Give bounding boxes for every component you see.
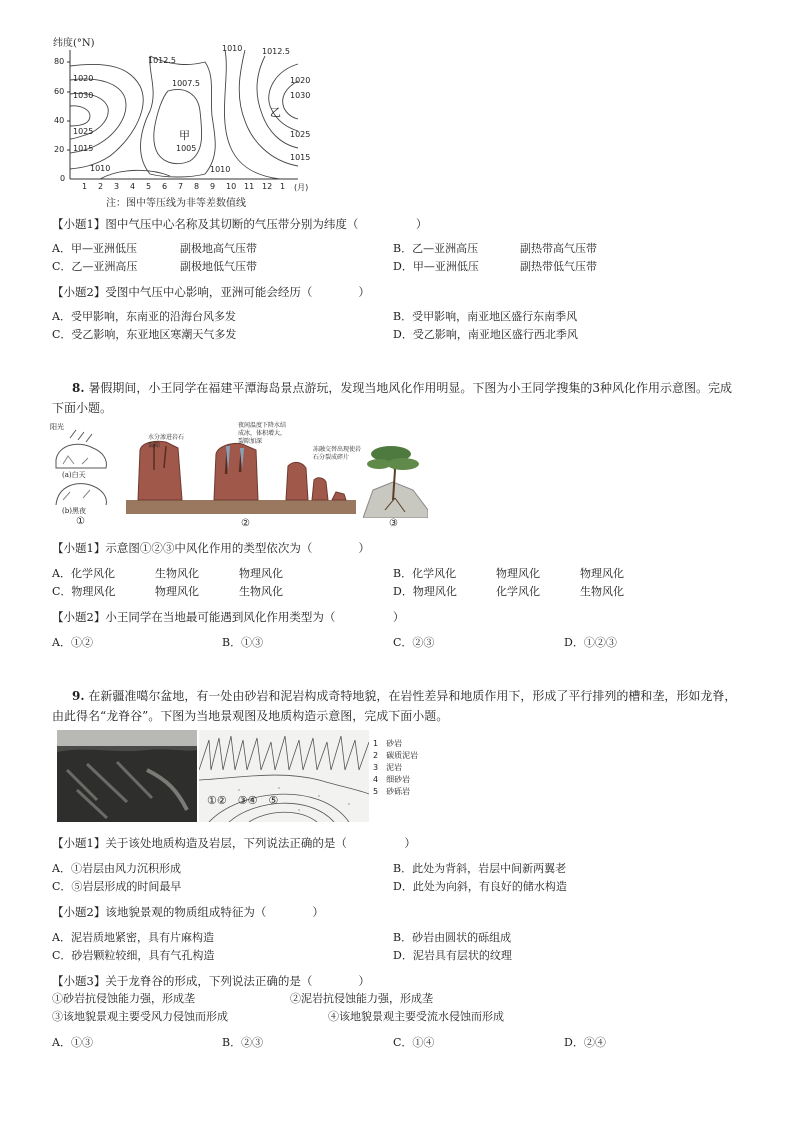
q9-sub3: 【小题3】关于龙脊谷的形成，下列说法正确的是（ ） [52,974,370,988]
water-label-1: 水分渗进岩石裂隙 [148,434,185,449]
q9-number: 9. [72,689,85,703]
q7-sub2-opt-d: D．受乙影响，南亚地区盛行西北季风 [393,328,578,341]
q9-sub2: 【小题2】该地貌景观的物质组成特征为（ ） [52,905,324,919]
q8-sub1-opt-b: B．化学风化 [393,567,457,580]
q7-sub1-opt-c-tail: 副极地低气压带 [180,260,257,273]
y-tick: 40 [54,116,65,125]
x-tick: 10 [226,182,237,191]
q8-number: 8. [72,381,85,395]
q9-sub1-opt-d: D．此处为向斜，有良好的储水构造 [393,880,567,893]
rock-legend [373,738,418,798]
q7-sub1-opt-a: A．甲—亚洲低压 [52,242,137,255]
isobar-label: 1020 [290,76,311,85]
q8-sub1-opt-a: A．化学风化 [52,567,115,580]
q8-sub1-opt-a-2: 生物风化 [155,567,199,580]
biological-weathering-diagram [363,440,428,518]
isobar-label: 1030 [290,91,311,100]
q7-sub1-opt-d-tail: 副热带低气压带 [520,260,597,273]
layer-numbers: ①② ③④ ⑤ [207,794,279,807]
x-tick: 5 [146,182,152,191]
night-label: (b)黑夜 [62,507,86,515]
q9-sub2-opt-a: A．泥岩质地紧密，具有片麻构造 [52,931,214,944]
q8-sub1-opt-d: D．物理风化 [393,585,457,598]
q9-statement-3: ③该地貌景观主要受风力侵蚀而形成 [52,1010,228,1023]
legend-item: 5 砂砾岩 [373,787,411,796]
isobar-label: 1020 [73,74,94,83]
q8-sub2-opt-c: C．②③ [393,636,435,649]
q8-sub1-opt-d-2: 化学风化 [496,585,540,598]
q9-sub3-opt-d: D．②④ [564,1036,606,1049]
chart-note: 注：图中等压线为非等差数值线 [106,198,246,209]
q7-sub1: 【小题1】图中气压中心名称及其切断的气压带分别为纬度（ ） [52,217,428,231]
q8-sub2: 【小题2】小王同学在当地最可能遇到风化作用类型为（ ） [52,610,405,624]
legend-item: 1 砂岩 [373,739,403,748]
isobar-label: 1015 [73,144,94,153]
isobar-label: 1015 [290,153,311,162]
y-tick: 0 [60,174,66,183]
q9-statement-4: ④该地貌景观主要受流水侵蚀而形成 [328,1010,504,1023]
legend-item: 3 泥岩 [373,763,403,772]
x-tick: 1 [280,182,286,191]
q8-sub1-opt-b-3: 物理风化 [580,567,624,580]
y-tick: 60 [54,87,65,96]
q9-statement-2: ②泥岩抗侵蚀能力强，形成垄 [290,992,433,1005]
q9-sub1: 【小题1】关于该处地质构造及岩层，下列说法正确的是（ ） [52,836,416,850]
geologic-structure-diagram [199,730,369,822]
y-tick: 80 [54,57,65,66]
q7-sub1-opt-a-tail: 副极地高气压带 [180,242,257,255]
thermal-weathering-diagram [48,420,118,515]
x-tick: 7 [178,182,184,191]
center-yi: 乙 [270,106,281,119]
x-tick: 4 [130,182,136,191]
q9-stem-text: 在新疆准噶尔盆地，有一处由砂岩和泥岩构成奇特地貌，在岩性差异和地质作用下，形成了平行排列的槽和垄，形如龙脊，由此得名“龙脊谷”。下图为当地景观图及地质构造示意图，完成下面小题。 [52,689,737,723]
panel-number-2: ② [241,518,250,529]
x-tick: 6 [162,182,168,191]
x-tick: 12 [262,182,273,191]
landscape-photo [57,730,197,822]
q7-sub1-opt-b-tail: 副热带高气压带 [520,242,597,255]
water-label-3: 冻融交替出现使岩石分裂成碎片 [313,446,362,461]
x-tick: 3 [114,182,120,191]
q7-sub2-opt-b: B．受甲影响，南亚地区盛行东南季风 [393,310,578,323]
q7-sub1-opt-c: C．乙—亚洲高压 [52,260,138,273]
sun-label: 阳光 [50,423,64,431]
q8-sub1-opt-a-3: 物理风化 [239,567,283,580]
isobar-label: 1025 [290,130,311,139]
isobar-label: 1010 [222,44,243,53]
weathering-figure [48,420,428,532]
q7-sub2-opt-c: C．受乙影响，东亚地区寒潮天气多发 [52,328,237,341]
isobar-lines [40,36,340,206]
legend-item: 4 细砂岩 [373,775,411,784]
q9-sub2-opt-d: D．泥岩具有层状的纹理 [393,949,512,962]
q8-sub1-opt-b-2: 物理风化 [496,567,540,580]
q9-sub3-opt-a: A．①③ [52,1036,93,1049]
q8-sub1-opt-d-3: 生物风化 [580,585,624,598]
q9-sub1-opt-a: A．①岩层由风力沉积形成 [52,862,181,875]
y-axis-label: 纬度(°N) [53,38,95,49]
q8-sub1-opt-c-2: 物理风化 [155,585,199,598]
isobar-label: 1005 [176,144,197,153]
q8-stem-text: 暑假期间，小王同学在福建平潭海岛景点游玩，发现当地风化作用明显。下图为小王同学搜集的3种风化作用示意图。完成下面小题。 [52,381,732,415]
isobar-label: 1007.5 [172,79,200,88]
isobar-label: 1012.5 [262,47,290,56]
x-tick: 11 [244,182,255,191]
isobar-chart [40,36,340,216]
panel-number-1: ① [76,516,85,527]
x-tick: 9 [210,182,216,191]
x-tick: 2 [98,182,104,191]
x-tick: 1 [82,182,88,191]
center-jia: 甲 [179,129,190,142]
x-tick: 8 [194,182,200,191]
q9-statement-1: ①砂岩抗侵蚀能力强，形成垄 [52,992,195,1005]
x-tick: (月) [294,183,309,192]
q7-sub1-opt-d: D．甲—亚洲低压 [393,260,479,273]
q9-sub1-opt-b: B．此处为背斜，岩层中间新两翼老 [393,862,567,875]
q8-sub1: 【小题1】示意图①②③中风化作用的类型依次为（ ） [52,541,370,555]
q8-sub1-opt-c: C．物理风化 [52,585,116,598]
water-label-2: 夜间温度下降水结成冰，体积增大，裂隙加深 [238,422,287,445]
q9-stem [52,686,742,726]
q9-sub2-opt-c: C．砂岩颗粒较细，具有气孔构造 [52,949,215,962]
isobar-label: 1025 [73,127,94,136]
q7-sub2: 【小题2】受图中气压中心影响，亚洲可能会经历（ ） [52,285,370,299]
q9-sub3-opt-b: B．②③ [222,1036,264,1049]
day-label: (a)白天 [62,471,86,479]
legend-item: 2 碳质泥岩 [373,751,419,760]
dragon-spine-figure [57,730,427,825]
isobar-label: 1010 [210,165,231,174]
q9-sub3-opt-c: C．①④ [393,1036,435,1049]
isobar-label: 1012.5 [148,56,176,65]
q8-stem [52,378,742,418]
q9-sub2-opt-b: B．砂岩由圆状的砾组成 [393,931,512,944]
q7-sub1-opt-b: B．乙—亚洲高压 [393,242,479,255]
isobar-label: 1030 [73,91,94,100]
panel-number-3: ③ [389,518,398,529]
q7-sub2-opt-a: A．受甲影响，东南亚的沿海台风多发 [52,310,236,323]
isobar-label: 1010 [90,164,111,173]
y-tick: 20 [54,145,65,154]
q8-sub2-opt-b: B．①③ [222,636,264,649]
q8-sub2-opt-d: D．①②③ [564,636,617,649]
q8-sub1-opt-c-3: 生物风化 [239,585,283,598]
q9-sub1-opt-c: C．⑤岩层形成的时间最早 [52,880,182,893]
q8-sub2-opt-a: A．①② [52,636,93,649]
